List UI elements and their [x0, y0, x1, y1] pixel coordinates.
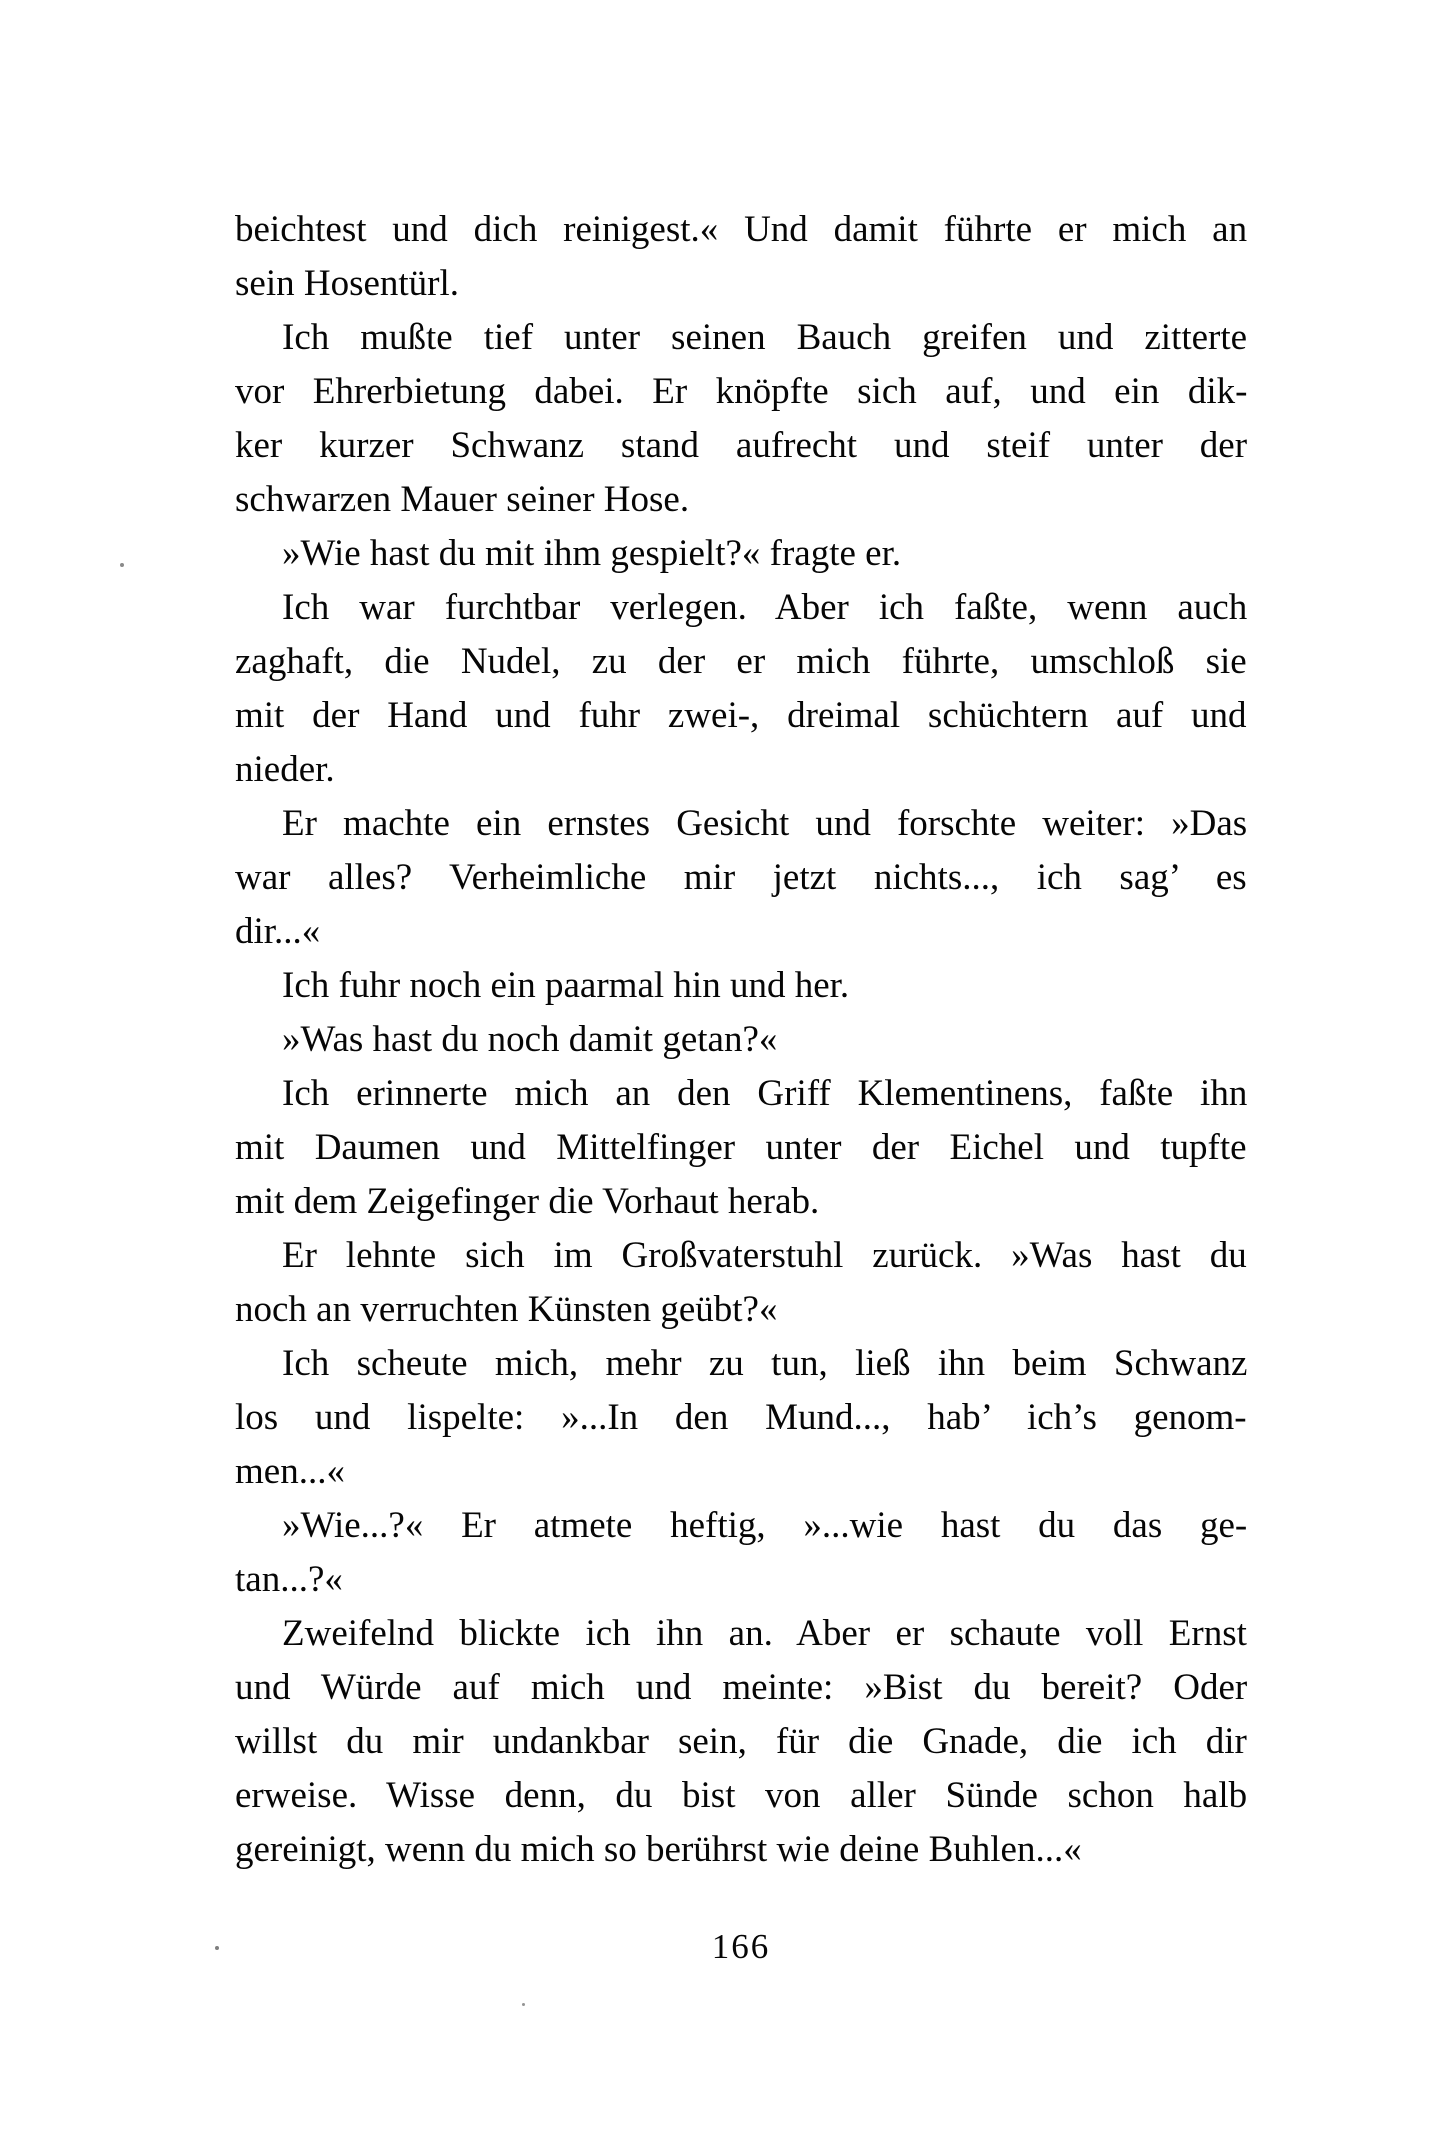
page-number: 166 — [711, 1927, 771, 1966]
text-line: »Wie...?« Er atmete heftig, »...wie hast du das ge- — [282, 1505, 1248, 1546]
text-line: war alles? Verheimliche mir jetzt nichts..., ich sag’ es — [235, 857, 1247, 898]
text-line: willst du mir undankbar sein, für die Gnade, die ich dir — [235, 1721, 1247, 1762]
text-line: »Wie hast du mit ihm gespielt?« fragte er. — [282, 533, 902, 574]
text-line: mit Daumen und Mittelfinger unter der Eichel und tupfte — [235, 1127, 1247, 1168]
text-line: nieder. — [235, 749, 335, 790]
text-line: Er lehnte sich im Großvaterstuhl zurück. »Was hast du — [282, 1235, 1247, 1276]
text-line: und Würde auf mich und meinte: »Bist du bereit? Oder — [235, 1667, 1248, 1708]
text-line: Er machte ein ernstes Gesicht und forschte weiter: »Das — [282, 803, 1248, 844]
text-line: schwarzen Mauer seiner Hose. — [235, 479, 690, 520]
text-line: noch an verruchten Künsten geübt?« — [235, 1289, 778, 1330]
text-line: Ich erinnerte mich an den Griff Klementinens, faßte ihn — [282, 1073, 1248, 1114]
text-line: mit der Hand und fuhr zwei-, dreimal schüchtern auf und — [235, 695, 1247, 736]
text-line: Ich fuhr noch ein paarmal hin und her. — [282, 965, 850, 1006]
text-line: gereinigt, wenn du mich so berührst wie deine Buhlen...« — [235, 1829, 1082, 1870]
text-line: Zweifelnd blickte ich ihn an. Aber er schaute voll Ernst — [282, 1613, 1247, 1654]
text-line: vor Ehrerbietung dabei. Er knöpfte sich auf, und ein dik- — [235, 371, 1248, 412]
text-line: men...« — [235, 1451, 345, 1492]
text-block — [235, 203, 1247, 1877]
text-line: Ich mußte tief unter seinen Bauch greifen und zitterte — [282, 317, 1248, 358]
text-line: »Was hast du noch damit getan?« — [282, 1019, 778, 1060]
scan-speck — [215, 1946, 219, 1950]
text-line: tan...?« — [235, 1559, 343, 1600]
text-line: zaghaft, die Nudel, zu der er mich führte, umschloß sie — [235, 641, 1247, 682]
text-line: Ich war furchtbar verlegen. Aber ich faßte, wenn auch — [282, 587, 1248, 628]
text-line: los und lispelte: »...In den Mund..., hab’ ich’s genom- — [235, 1397, 1247, 1438]
text-line: mit dem Zeigefinger die Vorhaut herab. — [235, 1181, 820, 1222]
text-line: ker kurzer Schwanz stand aufrecht und steif unter der — [235, 425, 1248, 466]
text-line: dir...« — [235, 911, 321, 952]
text-line: Ich scheute mich, mehr zu tun, ließ ihn beim Schwanz — [282, 1343, 1248, 1384]
text-line: beichtest und dich reinigest.« Und damit führte er mich an — [235, 209, 1248, 250]
scan-speck — [120, 563, 124, 567]
text-line: sein Hosentürl. — [235, 263, 460, 304]
text-line: erweise. Wisse denn, du bist von aller Sünde schon halb — [235, 1775, 1248, 1816]
scan-speck — [522, 2003, 525, 2006]
